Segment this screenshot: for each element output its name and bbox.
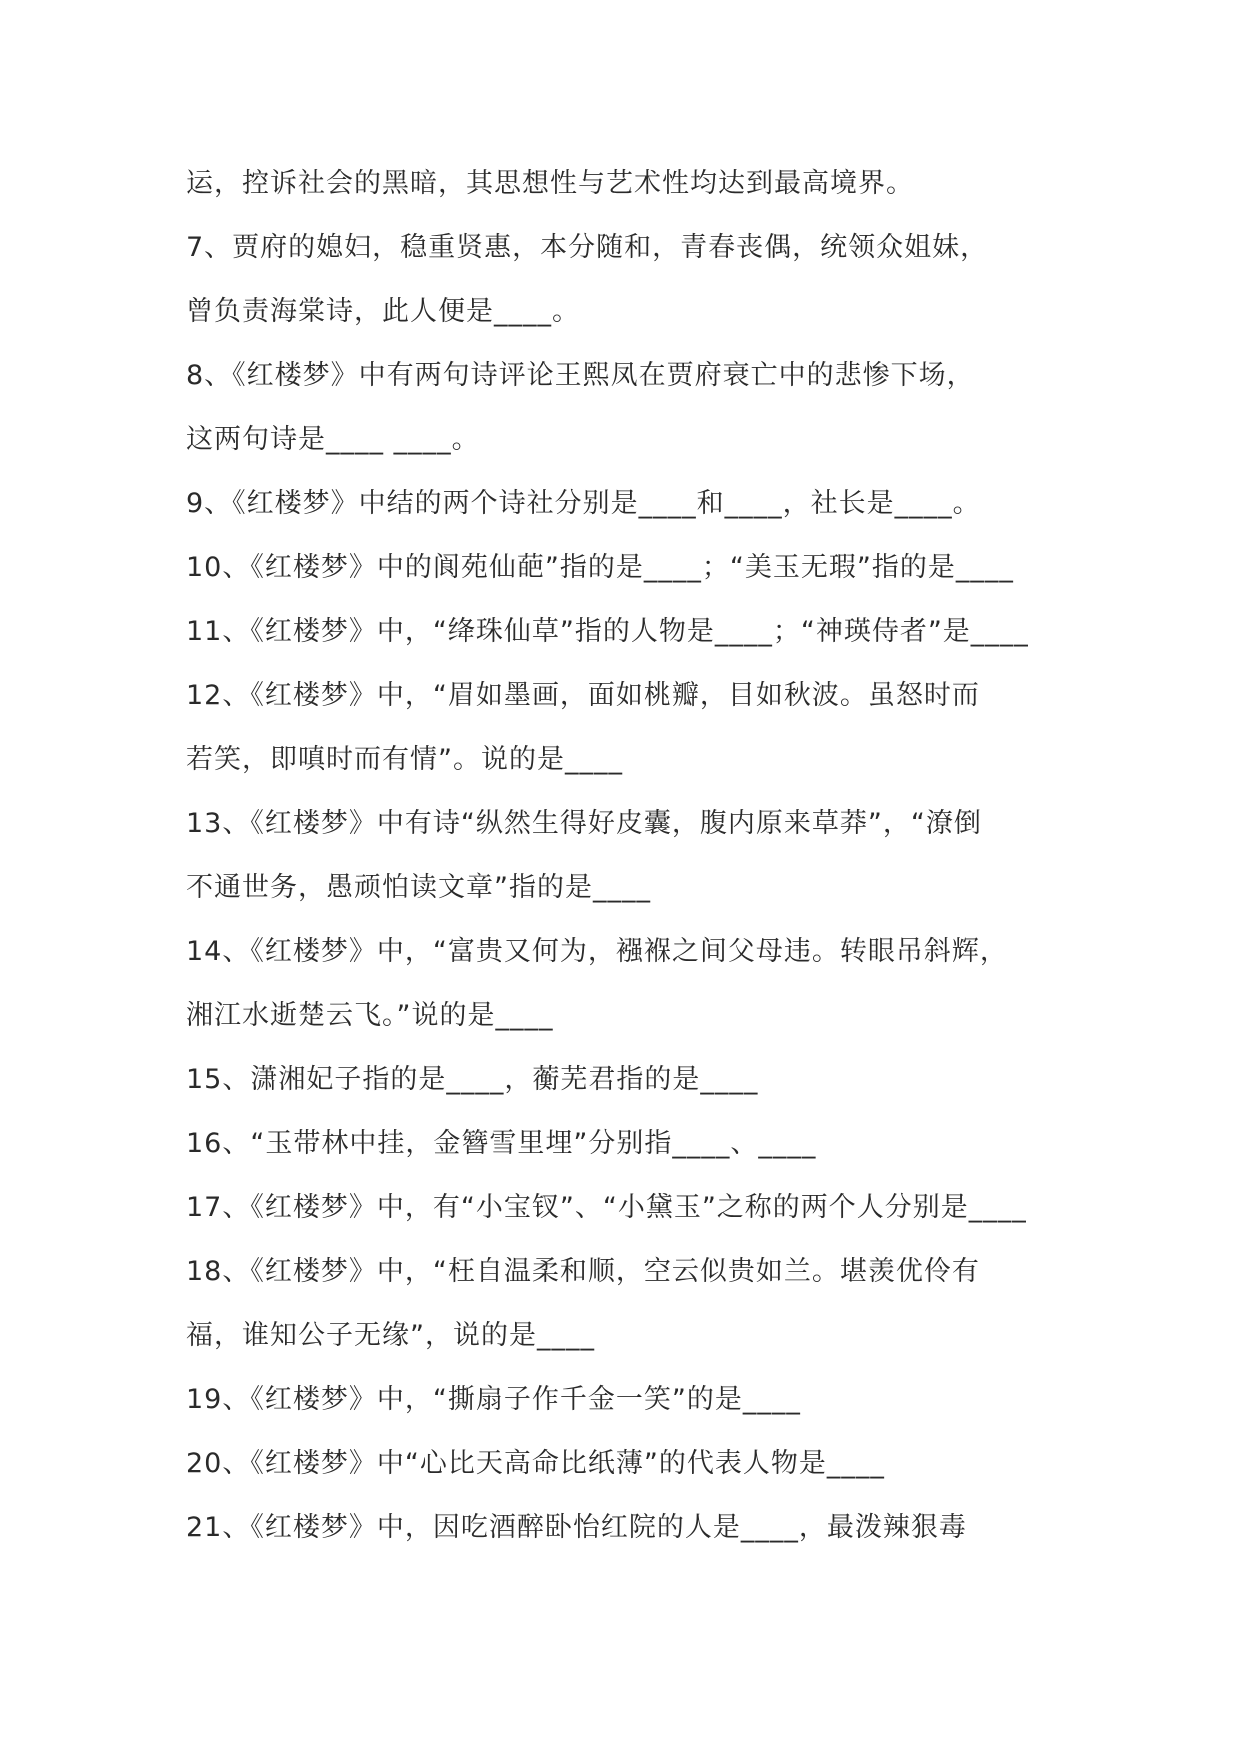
question-14-line-1: 14、《红楼梦》中，“富贵又何为，襁褓之间父母违。转眼吊斜辉， xyxy=(186,936,1008,967)
question-9: 9、《红楼梦》中结的两个诗社分别是____和____，社长是____。 xyxy=(186,488,981,519)
question-19: 19、《红楼梦》中，“撕扇子作千金一笑”的是____ xyxy=(186,1384,801,1415)
question-10: 10、《红楼梦》中的阆苑仙葩”指的是____；“美玉无瑕”指的是____ xyxy=(186,552,1014,583)
question-13-line-2: 不通世务，愚顽怕读文章”指的是____ xyxy=(186,872,651,903)
question-15: 15、潇湘妃子指的是____，蘅芜君指的是____ xyxy=(186,1064,759,1095)
question-17: 17、《红楼梦》中，有“小宝钗”、“小黛玉”之称的两个人分别是____ xyxy=(186,1192,1027,1223)
question-16: 16、“玉带林中挂，金簪雪里埋”分别指____、____ xyxy=(186,1128,817,1159)
question-12-line-1: 12、《红楼梦》中，“眉如墨画，面如桃瓣，目如秋波。虽怒时而 xyxy=(186,680,980,711)
question-8-line-2: 这两句诗是____ ____。 xyxy=(186,424,480,455)
question-18-line-2: 福，谁知公子无缘”，说的是____ xyxy=(186,1320,595,1351)
question-7-line-1: 7、贾府的媳妇，稳重贤惠，本分随和，青春丧偶，统领众姐妹， xyxy=(186,232,989,263)
question-18-line-1: 18、《红楼梦》中，“枉自温柔和顺，空云似贵如兰。堪羡优伶有 xyxy=(186,1256,980,1287)
question-14-line-2: 湘江水逝楚云飞。”说的是____ xyxy=(186,1000,554,1031)
question-21-line-1: 21、《红楼梦》中，因吃酒醉卧怡红院的人是____，最泼辣狠毒 xyxy=(186,1512,967,1543)
question-13-line-1: 13、《红楼梦》中有诗“纵然生得好皮囊，腹内原来草莽”，“潦倒 xyxy=(186,808,982,839)
text-line: 运，控诉社会的黑暗，其思想性与艺术性均达到最高境界。 xyxy=(186,168,914,199)
question-11: 11、《红楼梦》中，“绛珠仙草”指的人物是____；“神瑛侍者”是____ xyxy=(186,616,1029,647)
question-12-line-2: 若笑，即嗔时而有情”。说的是____ xyxy=(186,744,623,775)
question-7-line-2: 曾负责海棠诗，此人便是____。 xyxy=(186,296,580,327)
question-8-line-1: 8、《红楼梦》中有两句诗评论王熙凤在贾府衰亡中的悲惨下场， xyxy=(186,360,975,391)
question-20: 20、《红楼梦》中“心比天高命比纸薄”的代表人物是____ xyxy=(186,1448,885,1479)
